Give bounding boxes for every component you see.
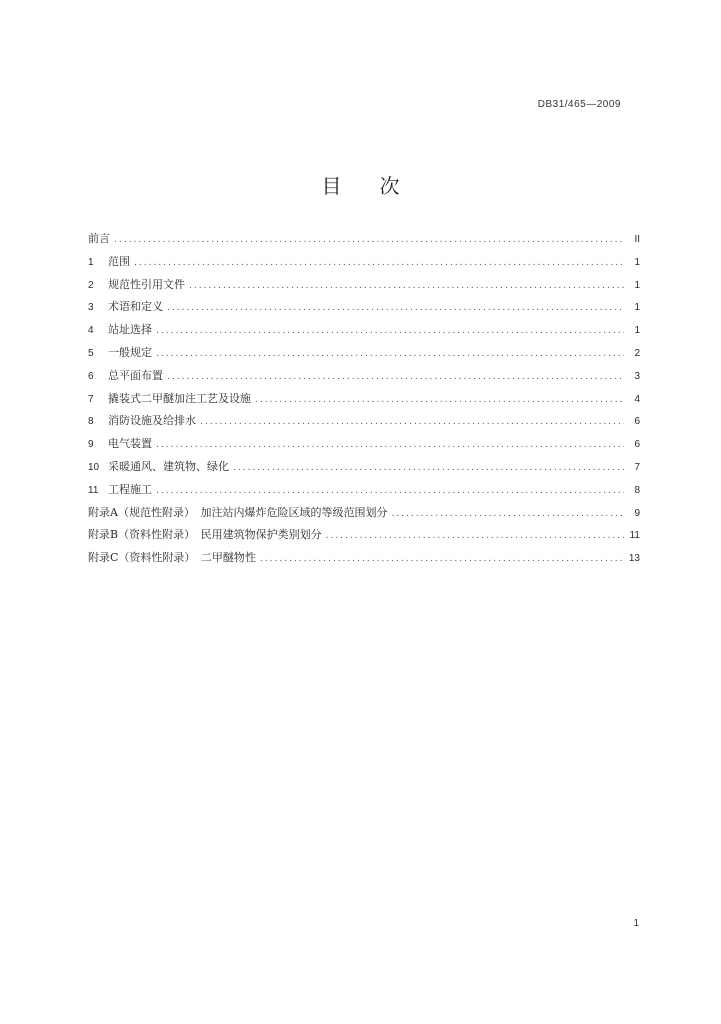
toc-entry-number: 1 xyxy=(88,256,94,268)
toc-entry-label: 电气装置 xyxy=(108,437,152,451)
toc-entry[interactable] xyxy=(88,251,640,274)
toc-entry[interactable] xyxy=(88,547,640,570)
toc-entry-label: 术语和定义 xyxy=(108,300,163,314)
toc-entry[interactable] xyxy=(88,365,640,388)
toc-leader-dots xyxy=(167,297,624,320)
toc-leader-dots xyxy=(156,434,624,457)
toc-entry[interactable] xyxy=(88,433,640,456)
toc-entry-page: 6 xyxy=(634,439,640,451)
toc-leader-dots xyxy=(260,548,624,571)
toc-entry-number: 11 xyxy=(88,484,99,496)
toc-leader-dots xyxy=(391,503,624,526)
toc-leader-dots xyxy=(200,411,624,434)
standard-code: DB31/465—2009 xyxy=(537,99,621,110)
toc-entry-number: 2 xyxy=(88,279,94,291)
toc-entry-label: 附录C（资料性附录） 二甲醚物性 xyxy=(88,551,256,565)
toc-entry-page: 7 xyxy=(634,461,640,473)
toc-entry-label: 消防设施及给排水 xyxy=(108,414,196,428)
toc-entry-label: 附录A（规范性附录） 加注站内爆炸危险区域的等级范围划分 xyxy=(88,505,388,519)
toc-entry-page: 8 xyxy=(634,484,640,496)
toc-entry-page: II xyxy=(634,234,640,245)
toc-entry-label: 附录B（资料性附录） 民用建筑物保护类别划分 xyxy=(88,528,322,542)
toc-entry[interactable] xyxy=(88,524,640,547)
toc-entry-number: 9 xyxy=(88,439,94,451)
toc-leader-dots xyxy=(189,275,624,298)
toc-entry-number: 7 xyxy=(88,393,94,405)
toc-entry-page: 1 xyxy=(634,302,640,314)
toc-entry[interactable] xyxy=(88,479,640,502)
toc-entry[interactable] xyxy=(88,228,640,251)
toc-entry-number: 8 xyxy=(88,416,94,428)
toc-entry-number: 6 xyxy=(88,370,94,382)
table-of-contents xyxy=(88,228,640,570)
toc-entry-page: 4 xyxy=(634,393,640,405)
toc-leader-dots xyxy=(134,252,624,275)
toc-entry-number: 5 xyxy=(88,347,94,359)
toc-entry[interactable] xyxy=(88,456,640,479)
toc-entry[interactable] xyxy=(88,319,640,342)
toc-entry-page: 1 xyxy=(634,256,640,268)
toc-entry-page: 6 xyxy=(634,416,640,428)
toc-entry-label: 范围 xyxy=(108,254,130,268)
toc-entry-number: 4 xyxy=(88,325,94,337)
toc-entry-number: 3 xyxy=(88,302,94,314)
toc-entry-page: 3 xyxy=(634,370,640,382)
toc-entry-label: 站址选择 xyxy=(108,323,152,337)
toc-entry-label: 采暖通风、建筑物、绿化 xyxy=(108,459,229,473)
toc-entry-page: 1 xyxy=(634,279,640,291)
toc-entry-page: 11 xyxy=(629,530,640,542)
toc-entry[interactable] xyxy=(88,388,640,411)
toc-entry-number: 10 xyxy=(88,461,100,473)
toc-leader-dots xyxy=(156,480,624,503)
toc-leader-dots xyxy=(255,389,624,412)
toc-entry-page: 13 xyxy=(628,553,640,565)
toc-entry-page: 2 xyxy=(634,347,640,359)
toc-entry[interactable] xyxy=(88,502,640,525)
toc-entry-label: 撬装式二甲醚加注工艺及设施 xyxy=(108,391,251,405)
toc-leader-dots xyxy=(326,525,624,548)
toc-entry-label: 规范性引用文件 xyxy=(108,277,185,291)
toc-entry-label: 一般规定 xyxy=(108,345,152,359)
toc-entry[interactable] xyxy=(88,342,640,365)
page-title: 目次 xyxy=(321,174,438,198)
toc-entry-page: 9 xyxy=(634,507,640,519)
toc-entry-label: 工程施工 xyxy=(108,482,152,496)
toc-leader-dots xyxy=(167,366,624,389)
toc-leader-dots xyxy=(233,457,624,480)
toc-leader-dots xyxy=(156,343,624,366)
toc-entry-label: 总平面布置 xyxy=(108,368,163,382)
toc-leader-dots xyxy=(114,229,624,252)
toc-entry[interactable] xyxy=(88,410,640,433)
toc-leader-dots xyxy=(156,320,624,343)
toc-entry[interactable] xyxy=(88,274,640,297)
toc-entry-page: 1 xyxy=(634,325,640,337)
page-number: 1 xyxy=(633,918,639,929)
toc-entry-label: 前言 xyxy=(88,232,110,245)
toc-entry[interactable] xyxy=(88,296,640,319)
